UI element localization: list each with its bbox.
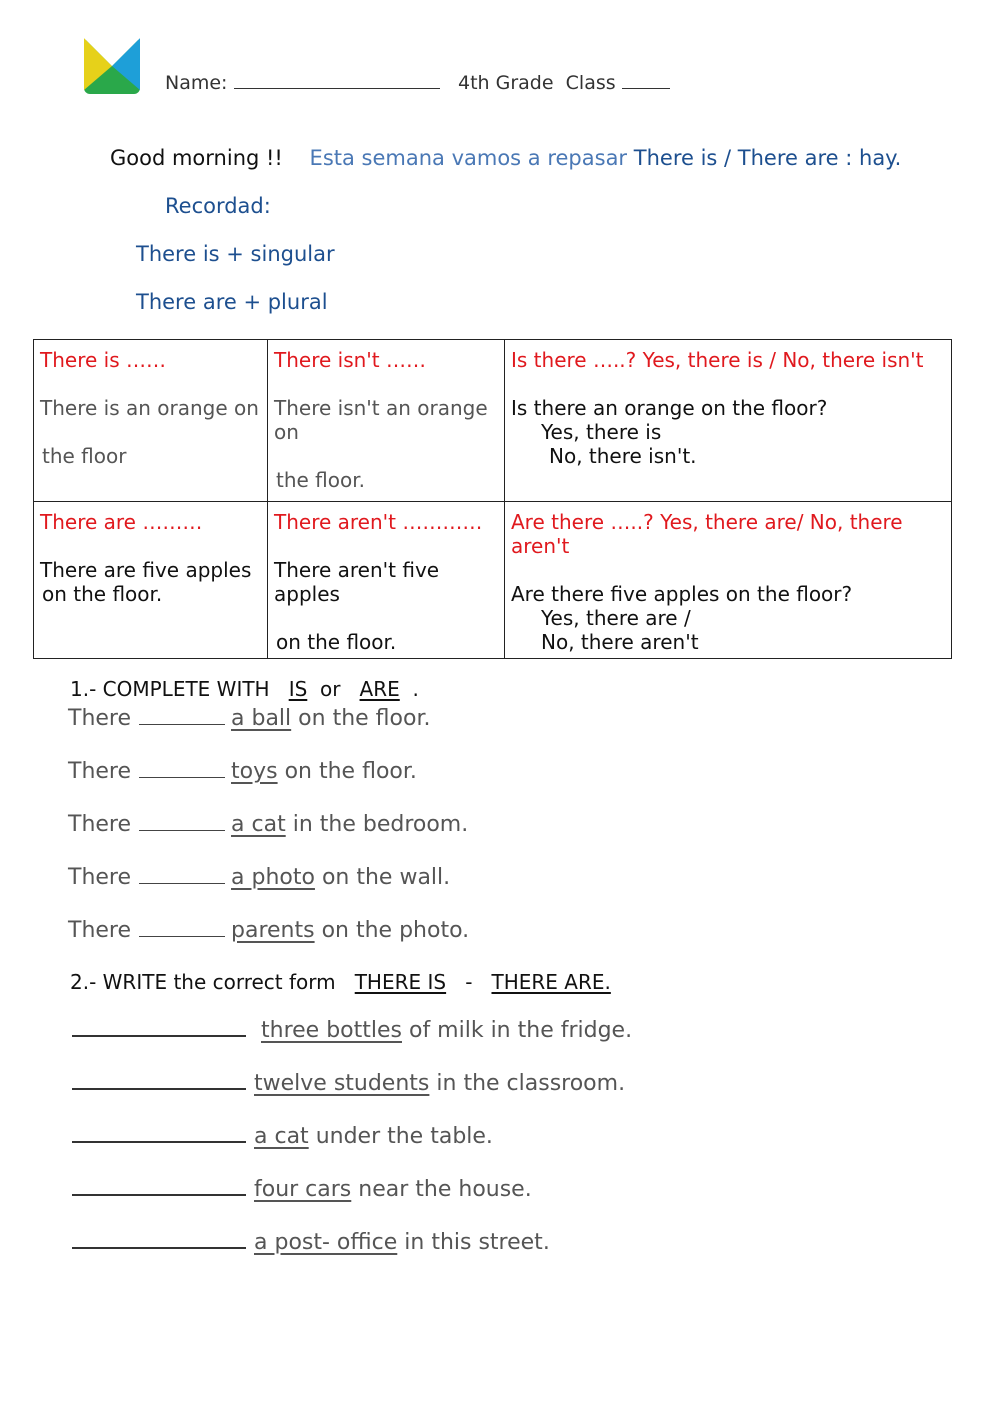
rule-singular: There is + singular: [136, 242, 335, 266]
answer-blank[interactable]: [72, 1125, 246, 1143]
answer-blank[interactable]: [139, 763, 225, 778]
list-item: twelve students in the classroom.: [72, 1071, 625, 1096]
answer-blank[interactable]: [139, 869, 225, 884]
name-blank[interactable]: [234, 74, 440, 89]
answer-blank[interactable]: [139, 710, 225, 725]
list-item: There toys on the floor.: [68, 759, 417, 784]
list-item: There parents on the photo.: [68, 918, 470, 943]
remember-label: Recordad:: [165, 194, 271, 218]
list-item: a post- office in this street.: [72, 1230, 550, 1255]
answer-blank[interactable]: [139, 816, 225, 831]
answer-blank[interactable]: [72, 1019, 246, 1037]
greeting: Good morning !!: [110, 146, 283, 170]
answer-blank[interactable]: [139, 922, 225, 937]
list-item: three bottles of milk in the fridge.: [72, 1018, 632, 1043]
intro-topic: There is / There are : hay.: [633, 146, 902, 170]
name-field: Name:: [165, 72, 440, 94]
answer-blank[interactable]: [72, 1072, 246, 1090]
table-cell: There is …… There is an orange on the floor: [34, 340, 268, 502]
rule-plural: There are + plural: [136, 290, 328, 314]
intro-line: [110, 146, 901, 170]
table-cell: There isn't …… There isn't an orange on the floor.: [268, 340, 505, 502]
table-cell: Are there …..? Yes, there are/ No, there aren't Are there five apples on the floor? Yes, there are / No, there aren't: [505, 502, 952, 659]
answer-blank[interactable]: [72, 1231, 246, 1249]
list-item: a cat under the table.: [72, 1124, 493, 1149]
exercise2-title: 2.- WRITE the correct form THERE IS - THERE ARE.: [70, 970, 611, 994]
list-item: four cars near the house.: [72, 1177, 532, 1202]
table-cell: There are ……… There are five apples on the floor.: [34, 502, 268, 659]
list-item: There a cat in the bedroom.: [68, 812, 469, 837]
grammar-table: [33, 339, 952, 659]
answer-blank[interactable]: [72, 1178, 246, 1196]
list-item: There a ball on the floor.: [68, 706, 431, 731]
intro-lead: Esta semana vamos a repasar: [309, 146, 628, 170]
table-cell: Is there …..? Yes, there is / No, there isn't Is there an orange on the floor? Yes, there is No, there isn't.: [505, 340, 952, 502]
table-cell: There aren't ………… There aren't five apples on the floor.: [268, 502, 505, 659]
table-row: [34, 502, 952, 659]
list-item: There a photo on the wall.: [68, 865, 451, 890]
exercise1-title: 1.- COMPLETE WITH IS or ARE .: [70, 677, 419, 701]
grade-class-field: 4th Grade Class: [458, 72, 670, 94]
class-blank[interactable]: [622, 74, 670, 89]
app-logo-icon: [84, 38, 140, 94]
table-row: [34, 340, 952, 502]
